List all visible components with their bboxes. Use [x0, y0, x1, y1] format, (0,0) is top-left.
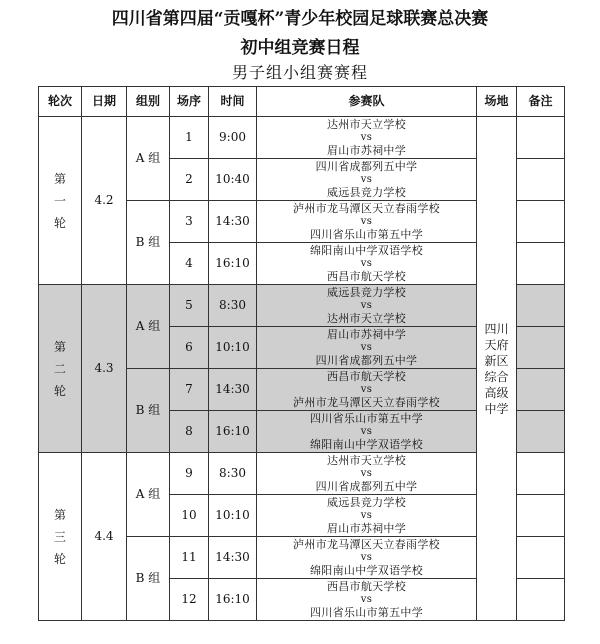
- col-header-date: 日期: [82, 87, 127, 117]
- col-header-notes: 备注: [517, 87, 565, 117]
- vs-label: vs: [360, 300, 373, 311]
- col-header-match-no: 场序: [170, 87, 209, 117]
- teams-cell: [257, 117, 477, 159]
- notes-cell: [517, 411, 565, 453]
- home-team: 西昌市航天学校: [326, 370, 407, 383]
- vs-label: vs: [360, 468, 373, 479]
- away-team: 眉山市苏祠中学: [326, 522, 407, 535]
- document-title: 四川省第四届“贡嘎杯”青少年校园足球联赛总决赛: [111, 9, 489, 29]
- notes-cell: [517, 453, 565, 495]
- document-subtitle: 初中组竞赛日程: [240, 38, 360, 58]
- group-cell: B 组: [127, 201, 170, 285]
- notes-cell: [517, 537, 565, 579]
- time-cell: 14:30: [209, 201, 257, 243]
- group-cell: A 组: [127, 453, 170, 537]
- notes-cell: [517, 369, 565, 411]
- away-team: 四川省乐山市第五中学: [310, 606, 423, 619]
- vs-label: vs: [360, 426, 373, 437]
- header-row: [39, 87, 565, 117]
- col-header-group: 组别: [127, 87, 170, 117]
- schedule-table: [38, 86, 565, 621]
- group-cell: A 组: [127, 117, 170, 201]
- home-team: 威远县竞力学校: [326, 286, 407, 299]
- away-team: 四川省成都列五中学: [315, 480, 418, 493]
- teams-cell: [257, 579, 477, 621]
- match-no-cell: 1: [170, 117, 209, 159]
- home-team: 绵阳南山中学双语学校: [310, 244, 423, 257]
- match-no-cell: 6: [170, 327, 209, 369]
- time-cell: 10:10: [209, 495, 257, 537]
- vs-label: vs: [360, 216, 373, 227]
- venue-cell: 四川 天府 新区 综合 高级 中学: [477, 117, 517, 621]
- vs-label: vs: [360, 384, 373, 395]
- col-header-round: 轮次: [39, 87, 82, 117]
- home-team: 四川省乐山市第五中学: [310, 412, 423, 425]
- match-no-cell: 9: [170, 453, 209, 495]
- group-cell: B 组: [127, 537, 170, 621]
- vs-label: vs: [360, 132, 373, 143]
- vs-label: vs: [360, 594, 373, 605]
- teams-cell: [257, 495, 477, 537]
- home-team: 泸州市龙马潭区天立春雨学校: [293, 538, 440, 551]
- group-cell: B 组: [127, 369, 170, 453]
- round-cell: 第 三 轮: [39, 453, 82, 621]
- home-team: 西昌市航天学校: [326, 580, 407, 593]
- time-cell: 16:10: [209, 579, 257, 621]
- date-cell: 4.4: [82, 453, 127, 621]
- teams-cell: [257, 327, 477, 369]
- col-header-venue: 场地: [477, 87, 517, 117]
- time-cell: 16:10: [209, 411, 257, 453]
- home-team: 达州市天立学校: [326, 454, 407, 467]
- time-cell: 10:10: [209, 327, 257, 369]
- home-team: 威远县竞力学校: [326, 496, 407, 509]
- notes-cell: [517, 243, 565, 285]
- notes-cell: [517, 117, 565, 159]
- time-cell: 16:10: [209, 243, 257, 285]
- vs-label: vs: [360, 510, 373, 521]
- match-no-cell: 12: [170, 579, 209, 621]
- match-no-cell: 11: [170, 537, 209, 579]
- away-team: 达州市天立学校: [326, 312, 407, 325]
- vs-label: vs: [360, 342, 373, 353]
- match-no-cell: 3: [170, 201, 209, 243]
- home-team: 四川省成都列五中学: [315, 160, 418, 173]
- notes-cell: [517, 201, 565, 243]
- group-cell: A 组: [127, 285, 170, 369]
- away-team: 泸州市龙马潭区天立春雨学校: [293, 396, 440, 409]
- date-cell: 4.2: [82, 117, 127, 285]
- vs-label: vs: [360, 552, 373, 563]
- time-cell: 8:30: [209, 285, 257, 327]
- round-cell: 第 一 轮: [39, 117, 82, 285]
- teams-cell: [257, 453, 477, 495]
- round-cell: 第 二 轮: [39, 285, 82, 453]
- away-team: 四川省乐山市第五中学: [310, 228, 423, 241]
- away-team: 西昌市航天学校: [326, 270, 407, 283]
- notes-cell: [517, 327, 565, 369]
- teams-cell: [257, 159, 477, 201]
- schedule-title: 男子组小组赛赛程: [231, 63, 368, 82]
- notes-cell: [517, 579, 565, 621]
- match-no-cell: 2: [170, 159, 209, 201]
- notes-cell: [517, 159, 565, 201]
- time-cell: 8:30: [209, 453, 257, 495]
- match-no-cell: 5: [170, 285, 209, 327]
- teams-cell: [257, 369, 477, 411]
- notes-cell: [517, 495, 565, 537]
- away-team: 威远县竞力学校: [326, 186, 407, 199]
- table-row: [39, 117, 565, 159]
- col-header-teams: 参赛队: [257, 87, 477, 117]
- match-no-cell: 7: [170, 369, 209, 411]
- home-team: 达州市天立学校: [326, 118, 407, 131]
- vs-label: vs: [360, 258, 373, 269]
- match-no-cell: 8: [170, 411, 209, 453]
- away-team: 四川省成都列五中学: [315, 354, 418, 367]
- home-team: 泸州市龙马潭区天立春雨学校: [293, 202, 440, 215]
- away-team: 绵阳南山中学双语学校: [310, 438, 423, 451]
- date-cell: 4.3: [82, 285, 127, 453]
- teams-cell: [257, 537, 477, 579]
- match-no-cell: 10: [170, 495, 209, 537]
- away-team: 绵阳南山中学双语学校: [310, 564, 423, 577]
- time-cell: 9:00: [209, 117, 257, 159]
- away-team: 眉山市苏祠中学: [326, 144, 407, 157]
- teams-cell: [257, 411, 477, 453]
- time-cell: 14:30: [209, 537, 257, 579]
- time-cell: 10:40: [209, 159, 257, 201]
- match-no-cell: 4: [170, 243, 209, 285]
- col-header-time: 时间: [209, 87, 257, 117]
- home-team: 眉山市苏祠中学: [326, 328, 407, 341]
- time-cell: 14:30: [209, 369, 257, 411]
- teams-cell: [257, 201, 477, 243]
- vs-label: vs: [360, 174, 373, 185]
- teams-cell: [257, 243, 477, 285]
- teams-cell: [257, 285, 477, 327]
- notes-cell: [517, 285, 565, 327]
